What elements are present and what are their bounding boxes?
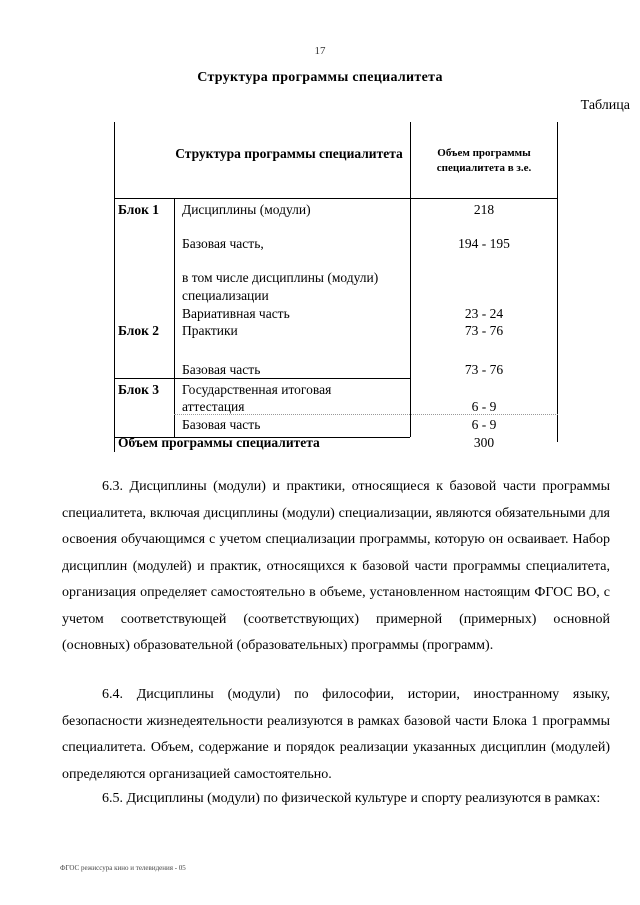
value-base-part-1: 194 - 195 [458, 236, 510, 251]
value-base-part-3: 6 - 9 [471, 417, 497, 432]
page-number: 17 [314, 45, 326, 57]
row-practices: Практики [182, 323, 238, 338]
table-block-divider [174, 198, 175, 438]
row-variative: Вариативная часть [182, 306, 290, 321]
header-volume: Объем программы специалитета в з.е. [436, 147, 532, 174]
value-gia: 6 - 9 [471, 399, 497, 414]
table-block3-rule [114, 378, 410, 379]
value-total: 300 [473, 435, 495, 450]
row-base-part-1: Базовая часть, [182, 236, 264, 251]
paragraph-6-3 [62, 474, 610, 660]
value-disciplines: 218 [473, 202, 495, 217]
row-gia-line2: аттестация [182, 399, 245, 414]
row-base-part-3: Базовая часть [182, 417, 261, 432]
paragraph-6-5-text: 6.5. Дисциплины (модули) по физической культуре и спорту реализуются в рамках: [102, 791, 601, 806]
block-1-label: Блок 1 [118, 202, 159, 217]
row-gia-line1: Государственная итоговая [182, 382, 332, 397]
value-base-part-2: 73 - 76 [464, 362, 504, 377]
table-left-border [114, 122, 115, 452]
row-including-line1: в том числе дисциплины (модули) [182, 270, 379, 285]
document-title: Структура программы специалитета [197, 70, 443, 85]
paragraph-6-3-text: 6.3. Дисциплины (модули) и практики, относящиеся к базовой части программы специалитета, включая дисциплины (модули) специализации, являются обязательными для освоения обучающимся с учетом специализации программы, которую он осваивает. Набор дисциплин (модулей) и практик, относящихся к базовой части программы специалитета, организация определяет самостоятельно в объеме, установленном настоящим ФГОС ВО, с учетом соответствующей (соответствующих) примерной (примерных) основной (основных) образовательной (образовательных) программы (программ). [62, 479, 610, 653]
paragraph-6-4-text: 6.4. Дисциплины (модули) по философии, истории, иностранному языку, безопасности жизнедеятельности реализуются в рамках базовой части Блока 1 программы специалитета. Объем, содержание и порядок реализации указанных дисциплин (модулей) определяются организацией самостоятельно. [62, 687, 610, 782]
table-label: Таблица [580, 98, 630, 113]
paragraph-6-4 [62, 682, 610, 788]
header-structure: Структура программы специалитета [175, 146, 403, 161]
program-structure-table [114, 122, 558, 452]
row-total-label: Объем программы специалитета [118, 435, 320, 450]
table-header-rule [114, 198, 558, 199]
page-footer: ФГОС режиссура кино и телевидения - 05 [60, 864, 186, 872]
row-including-line2: специализации [182, 288, 269, 303]
row-base-part-2: Базовая часть [182, 362, 261, 377]
row-disciplines: Дисциплины (модули) [182, 202, 311, 217]
value-variative: 23 - 24 [464, 306, 504, 321]
value-practices: 73 - 76 [464, 323, 504, 338]
block-2-label: Блок 2 [118, 323, 159, 338]
paragraph-6-5 [62, 786, 610, 813]
block-3-label: Блок 3 [118, 382, 159, 397]
